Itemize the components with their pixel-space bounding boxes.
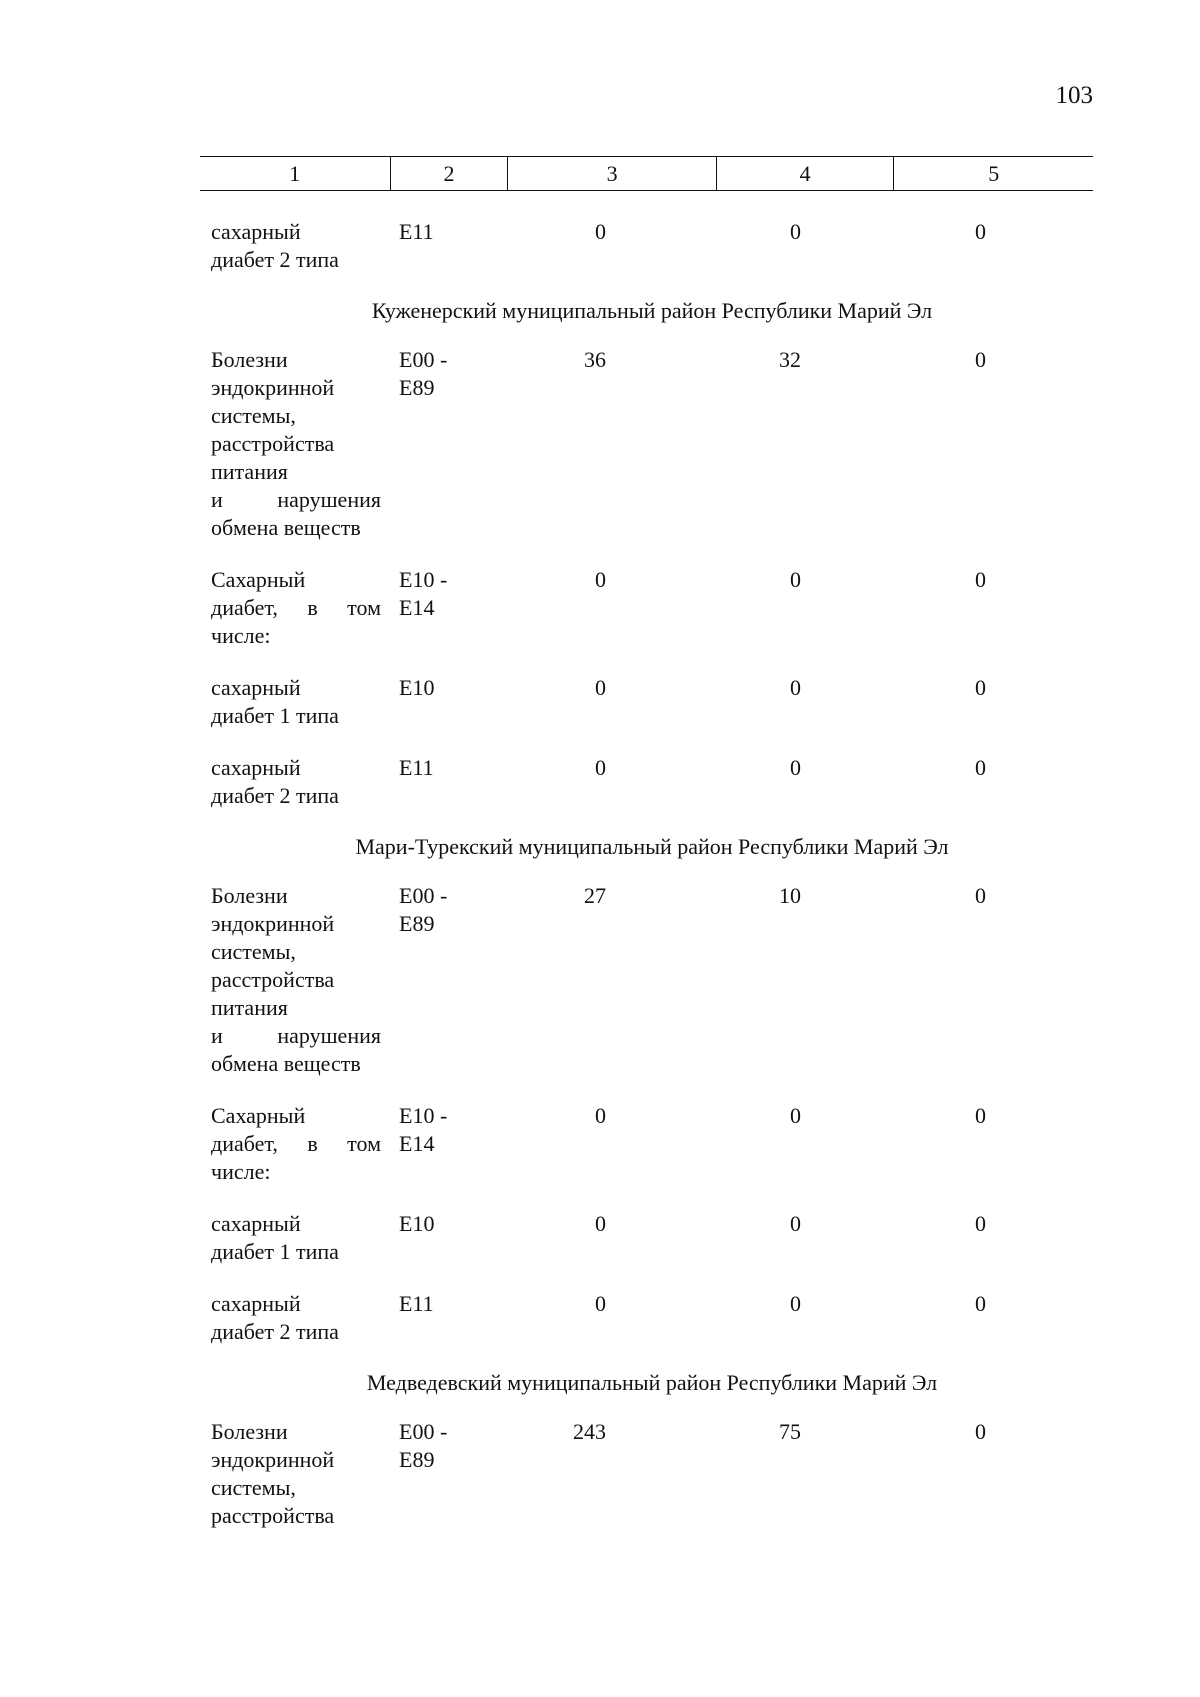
table-row: [211, 1210, 1093, 1266]
indicator-name: [211, 218, 381, 274]
indicator-line: диабет 1 типа: [211, 1239, 339, 1264]
icd-code: [381, 218, 481, 246]
indicator-name: [211, 1210, 381, 1266]
value-col-4: 10: [779, 883, 801, 908]
indicator-line: обмена веществ: [211, 515, 361, 540]
icd-code: [381, 1418, 481, 1474]
value-col-5: 0: [975, 347, 986, 372]
value-col-4: 0: [790, 675, 801, 700]
table-row: [211, 1418, 1093, 1530]
icd-code-line: E10 -: [399, 567, 448, 592]
icd-code: [381, 1290, 481, 1318]
indicator-line: Болезни: [211, 347, 288, 372]
header-cell-5: 5: [893, 157, 1093, 190]
value-col-5: 0: [975, 1291, 986, 1316]
value-col-4: 75: [779, 1419, 801, 1444]
indicator-line: Болезни: [211, 883, 288, 908]
value-col-3: 0: [595, 755, 606, 780]
indicator-line: системы,: [211, 403, 296, 428]
icd-code: [381, 1210, 481, 1238]
header-cell-3: 3: [507, 157, 716, 190]
header-cell-1: 1: [289, 161, 301, 186]
table-row: [211, 882, 1093, 1078]
indicator-line: расстройства: [211, 431, 335, 456]
indicator-name: [211, 754, 381, 810]
indicator-line: эндокринной: [211, 375, 335, 400]
value-col-3: 0: [595, 219, 606, 244]
icd-code-line: E10 -: [399, 1103, 448, 1128]
indicator-line: сахарный: [211, 675, 301, 700]
icd-code: [381, 754, 481, 782]
value-col-4: 0: [790, 567, 801, 592]
indicator-line: диабет 2 типа: [211, 247, 339, 272]
indicator-line: обмена веществ: [211, 1051, 361, 1076]
indicator-line: эндокринной: [211, 1447, 335, 1472]
indicator-line: сахарный: [211, 1211, 301, 1236]
indicator-line: питания: [211, 459, 288, 484]
table-row: [211, 1290, 1093, 1346]
page-number: 103: [1055, 82, 1093, 109]
value-col-3: 36: [584, 347, 606, 372]
indicator-line: диабет, в том: [211, 1131, 381, 1156]
indicator-line: сахарный: [211, 755, 301, 780]
table-row: [211, 346, 1093, 542]
indicator-line: эндокринной: [211, 911, 335, 936]
icd-code-line: E00 -: [399, 347, 448, 372]
indicator-line: диабет 1 типа: [211, 703, 339, 728]
icd-code-line: E89: [399, 375, 435, 400]
indicator-name: [211, 1418, 381, 1530]
icd-code-line: E11: [399, 219, 434, 244]
indicator-name: [211, 1102, 381, 1186]
value-col-3: 0: [595, 1291, 606, 1316]
indicator-line: числе:: [211, 1159, 271, 1184]
indicator-line: и нарушения: [211, 1023, 381, 1048]
value-col-5: 0: [975, 883, 986, 908]
value-col-4: 0: [790, 1211, 801, 1236]
indicator-line: диабет, в том: [211, 595, 381, 620]
table-header: [200, 156, 1093, 191]
table-row: [211, 566, 1093, 650]
value-col-5: 0: [975, 219, 986, 244]
indicator-name: [211, 566, 381, 650]
value-col-3: 0: [595, 675, 606, 700]
table-body: [211, 218, 1093, 1530]
table-row: [211, 1102, 1093, 1186]
indicator-name: [211, 882, 381, 1078]
icd-code-line: E00 -: [399, 883, 448, 908]
value-col-4: 0: [790, 755, 801, 780]
indicator-line: диабет 2 типа: [211, 1319, 339, 1344]
icd-code-line: E11: [399, 755, 434, 780]
indicator-name: [211, 1290, 381, 1346]
indicator-name: [211, 674, 381, 730]
value-col-5: 0: [975, 567, 986, 592]
value-col-3: 0: [595, 1103, 606, 1128]
indicator-line: питания: [211, 995, 288, 1020]
value-col-4: 0: [790, 219, 801, 244]
icd-code-line: E10: [399, 675, 435, 700]
value-col-5: 0: [975, 675, 986, 700]
indicator-line: сахарный: [211, 219, 301, 244]
value-col-4: 0: [790, 1291, 801, 1316]
indicator-line: системы,: [211, 1475, 296, 1500]
section-title: Мари-Турекский муниципальный район Республики Марий Эл: [355, 834, 949, 859]
icd-code: [381, 1102, 481, 1158]
table-row: [211, 218, 1093, 274]
indicator-line: сахарный: [211, 1291, 301, 1316]
indicator-line: диабет 2 типа: [211, 783, 339, 808]
indicator-line: Болезни: [211, 1419, 288, 1444]
icd-code-line: E11: [399, 1291, 434, 1316]
indicator-line: числе:: [211, 623, 271, 648]
section-title: Куженерский муниципальный район Республики Марий Эл: [371, 298, 933, 323]
icd-code-line: E10: [399, 1211, 435, 1236]
value-col-3: 0: [595, 567, 606, 592]
icd-code: [381, 346, 481, 402]
indicator-line: и нарушения: [211, 487, 381, 512]
header-cell-4: 4: [716, 157, 894, 190]
icd-code-line: E89: [399, 1447, 435, 1472]
value-col-3: 243: [573, 1419, 606, 1444]
section-title: Медведевский муниципальный район Республики Марий Эл: [366, 1370, 938, 1395]
indicator-line: Сахарный: [211, 567, 306, 592]
indicator-name: [211, 346, 381, 542]
icd-code-line: E89: [399, 911, 435, 936]
icd-code: [381, 566, 481, 622]
value-col-5: 0: [975, 755, 986, 780]
value-col-4: 0: [790, 1103, 801, 1128]
table-row: [211, 754, 1093, 810]
indicator-line: Сахарный: [211, 1103, 306, 1128]
icd-code: [381, 882, 481, 938]
icd-code: [381, 674, 481, 702]
indicator-line: системы,: [211, 939, 296, 964]
indicator-line: расстройства: [211, 967, 335, 992]
value-col-3: 0: [595, 1211, 606, 1236]
icd-code-line: E14: [399, 1131, 435, 1156]
icd-code-line: E14: [399, 595, 435, 620]
value-col-5: 0: [975, 1419, 986, 1444]
value-col-4: 32: [779, 347, 801, 372]
value-col-3: 27: [584, 883, 606, 908]
value-col-5: 0: [975, 1103, 986, 1128]
icd-code-line: E00 -: [399, 1419, 448, 1444]
indicator-line: расстройства: [211, 1503, 335, 1528]
header-cell-2: 2: [390, 157, 508, 190]
value-col-5: 0: [975, 1211, 986, 1236]
table-row: [211, 674, 1093, 730]
